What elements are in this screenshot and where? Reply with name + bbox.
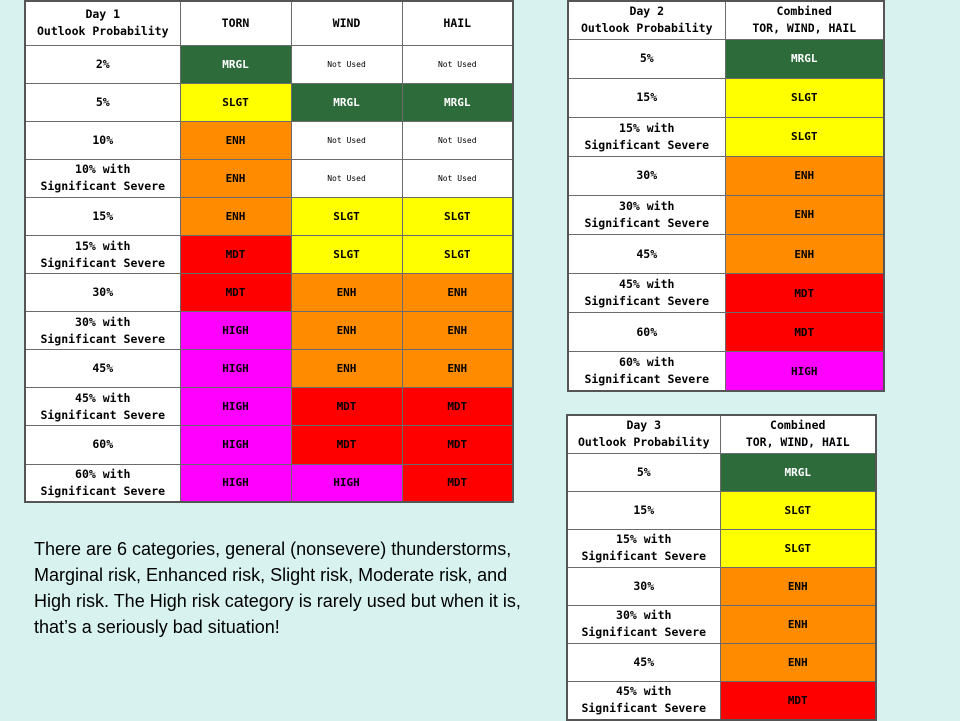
- day1-outlook-table: [24, 0, 514, 503]
- header-torn: TORN: [180, 1, 291, 45]
- table-row: [25, 388, 513, 426]
- risk-category-cell: MDT: [720, 682, 876, 720]
- risk-category-cell: MRGL: [725, 39, 884, 78]
- risk-category-cell: MRGL: [402, 83, 513, 121]
- risk-category-cell: ENH: [180, 197, 291, 235]
- risk-category-cell: ENH: [720, 643, 876, 681]
- table-row: [25, 312, 513, 350]
- risk-category-cell: MDT: [180, 235, 291, 273]
- risk-category-cell: ENH: [720, 605, 876, 643]
- probability-cell: 30%: [567, 567, 720, 605]
- probability-cell: 15%: [568, 78, 725, 117]
- probability-cell: 10% with Significant Severe: [25, 159, 180, 197]
- risk-category-cell: ENH: [291, 350, 402, 388]
- probability-cell: 45% with Significant Severe: [568, 274, 725, 313]
- probability-cell: 45%: [25, 350, 180, 388]
- table-row: [568, 117, 884, 156]
- probability-cell: 5%: [568, 39, 725, 78]
- risk-category-cell: HIGH: [180, 388, 291, 426]
- risk-category-cell: MRGL: [180, 45, 291, 83]
- probability-cell: 45%: [567, 643, 720, 681]
- not-used-cell: Not Used: [291, 121, 402, 159]
- risk-category-cell: SLGT: [402, 197, 513, 235]
- table-row: [568, 78, 884, 117]
- risk-category-cell: MRGL: [291, 83, 402, 121]
- probability-cell: 60% with Significant Severe: [568, 352, 725, 391]
- day3-outlook-table: [566, 414, 877, 721]
- table-row: [25, 197, 513, 235]
- risk-category-cell: ENH: [402, 350, 513, 388]
- probability-cell: 45% with Significant Severe: [25, 388, 180, 426]
- probability-cell: 2%: [25, 45, 180, 83]
- table-row: [567, 491, 876, 529]
- probability-cell: 5%: [567, 453, 720, 491]
- table-row: [25, 426, 513, 464]
- caption-text: There are 6 categories, general (nonsevere) thunderstorms, Marginal risk, Enhanced risk, Slight risk, Moderate risk, and High risk. The High risk category is rarely used but when it is, that’s a seriously bad situation!: [34, 539, 521, 637]
- probability-cell: 60%: [568, 313, 725, 352]
- probability-cell: 30%: [568, 156, 725, 195]
- probability-cell: 30% with Significant Severe: [568, 195, 725, 234]
- not-used-cell: Not Used: [402, 45, 513, 83]
- table-row: [568, 156, 884, 195]
- table-row: [25, 274, 513, 312]
- risk-category-cell: MDT: [402, 464, 513, 502]
- risk-category-cell: SLGT: [291, 197, 402, 235]
- risk-category-cell: ENH: [725, 156, 884, 195]
- table-row: [25, 83, 513, 121]
- risk-category-cell: ENH: [725, 195, 884, 234]
- table-row: [567, 605, 876, 643]
- risk-category-cell: ENH: [180, 159, 291, 197]
- risk-category-cell: ENH: [291, 312, 402, 350]
- risk-category-cell: HIGH: [180, 312, 291, 350]
- table-row: [568, 195, 884, 234]
- header-row: [25, 1, 513, 45]
- table-row: [25, 235, 513, 273]
- table-row: [25, 350, 513, 388]
- risk-category-cell: HIGH: [180, 426, 291, 464]
- probability-cell: 15% with Significant Severe: [25, 235, 180, 273]
- risk-category-cell: MDT: [291, 426, 402, 464]
- table-row: [567, 643, 876, 681]
- risk-category-cell: MDT: [180, 274, 291, 312]
- risk-category-cell: ENH: [291, 274, 402, 312]
- risk-category-cell: ENH: [402, 312, 513, 350]
- table-row: [567, 529, 876, 567]
- header-row: [568, 1, 884, 39]
- probability-cell: 15%: [567, 491, 720, 529]
- risk-category-cell: SLGT: [402, 235, 513, 273]
- header-combined: Combined TOR, WIND, HAIL: [725, 1, 884, 39]
- probability-cell: 15% with Significant Severe: [567, 529, 720, 567]
- table-row: [567, 682, 876, 720]
- day2-outlook-table: [567, 0, 885, 392]
- risk-category-cell: SLGT: [180, 83, 291, 121]
- probability-cell: 10%: [25, 121, 180, 159]
- risk-category-cell: HIGH: [180, 350, 291, 388]
- header-outlook-probability: Day 3 Outlook Probability: [567, 415, 720, 453]
- probability-cell: 5%: [25, 83, 180, 121]
- not-used-cell: Not Used: [291, 45, 402, 83]
- probability-cell: 60% with Significant Severe: [25, 464, 180, 502]
- risk-category-cell: SLGT: [720, 529, 876, 567]
- probability-cell: 45% with Significant Severe: [567, 682, 720, 720]
- table-row: [568, 234, 884, 273]
- header-outlook-probability: Day 2 Outlook Probability: [568, 1, 725, 39]
- risk-category-cell: MRGL: [720, 453, 876, 491]
- probability-cell: 30% with Significant Severe: [567, 605, 720, 643]
- table-row: [25, 121, 513, 159]
- risk-category-cell: MDT: [725, 274, 884, 313]
- probability-cell: 45%: [568, 234, 725, 273]
- header-combined: Combined TOR, WIND, HAIL: [720, 415, 876, 453]
- probability-cell: 15% with Significant Severe: [568, 117, 725, 156]
- risk-category-cell: SLGT: [720, 491, 876, 529]
- probability-cell: 15%: [25, 197, 180, 235]
- table-row: [568, 352, 884, 391]
- risk-category-cell: SLGT: [725, 78, 884, 117]
- not-used-cell: Not Used: [402, 159, 513, 197]
- table-row: [567, 453, 876, 491]
- risk-category-cell: ENH: [402, 274, 513, 312]
- probability-cell: 30%: [25, 274, 180, 312]
- not-used-cell: Not Used: [402, 121, 513, 159]
- table-row: [568, 39, 884, 78]
- risk-category-cell: ENH: [720, 567, 876, 605]
- header-wind: WIND: [291, 1, 402, 45]
- header-row: [567, 415, 876, 453]
- table-row: [25, 159, 513, 197]
- risk-category-cell: HIGH: [180, 464, 291, 502]
- header-outlook-probability: Day 1 Outlook Probability: [25, 1, 180, 45]
- risk-category-cell: MDT: [402, 426, 513, 464]
- risk-category-cell: ENH: [180, 121, 291, 159]
- table-row: [25, 464, 513, 502]
- risk-category-cell: MDT: [291, 388, 402, 426]
- risk-category-cell: ENH: [725, 234, 884, 273]
- risk-category-cell: MDT: [402, 388, 513, 426]
- risk-category-cell: SLGT: [291, 235, 402, 273]
- header-hail: HAIL: [402, 1, 513, 45]
- table-row: [568, 313, 884, 352]
- probability-cell: 30% with Significant Severe: [25, 312, 180, 350]
- probability-cell: 60%: [25, 426, 180, 464]
- table-row: [25, 45, 513, 83]
- risk-category-cell: MDT: [725, 313, 884, 352]
- risk-category-cell: HIGH: [725, 352, 884, 391]
- not-used-cell: Not Used: [291, 159, 402, 197]
- risk-category-cell: SLGT: [725, 117, 884, 156]
- table-row: [567, 567, 876, 605]
- risk-category-cell: HIGH: [291, 464, 402, 502]
- table-row: [568, 274, 884, 313]
